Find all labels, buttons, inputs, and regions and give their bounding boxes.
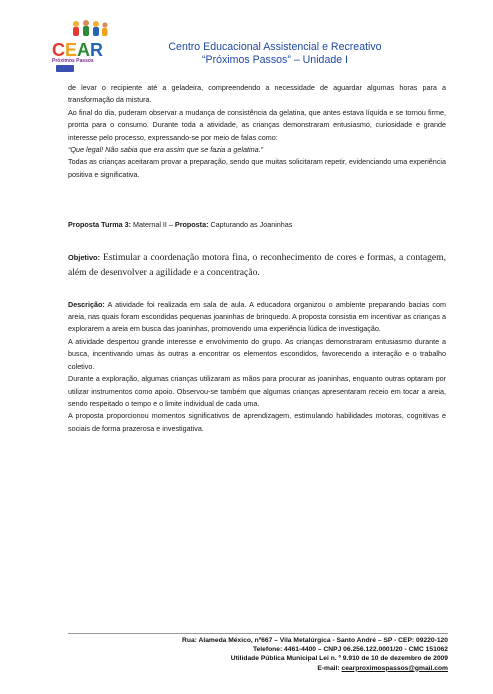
paragraph: Durante a exploração, algumas crianças utilizaram as mãos para procurar as joaninhas, enquanto outras optaram por utilizar instrumentos como apoio. Observou-se também que algumas crianças apresentaram receio em tocar a areia, sendo respeitado o tempo e o limite individual de cada uma. — [68, 374, 446, 408]
proposal-title: Capturando as Joaninhas — [208, 220, 293, 230]
page-footer — [68, 636, 448, 673]
paragraph: Todas as crianças aceitaram provar a preparação, sendo que muitas solicitaram repetir, evidenciando uma experiência positiva e significativa. — [68, 157, 446, 179]
logo-subtext: Próximos Passos — [52, 58, 94, 64]
proposal-class: Maternal II – — [130, 220, 175, 230]
footer-email-line — [68, 664, 448, 673]
proposal-label: Proposta Turma 3: — [68, 220, 131, 230]
page-header-title — [110, 41, 440, 67]
header-title-line1: Centro Educacional Assistencial e Recreativo — [168, 41, 382, 53]
paragraph: de levar o recipiente até a geladeira, compreendendo a necessidade de aguardar algumas horas para a transformação da mistura. — [68, 83, 446, 105]
footer-email-link[interactable]: cearproximospassos@gmail.com — [341, 664, 448, 672]
logo-badge — [56, 65, 74, 72]
footer-phone: Telefone: 4461-4400 – CNPJ 06.256.122.0001/20 - CMC 151062 — [252, 646, 448, 654]
proposal-heading — [68, 219, 446, 231]
proposal-label-2: Proposta: — [174, 220, 209, 230]
children-illustration-icon — [70, 18, 110, 40]
cear-logo — [50, 18, 114, 74]
description — [68, 299, 446, 336]
objective-text: Estimular a coordenação motora fina, o reconhecimento de cores e formas, a contagem, além de desenvolver a agilidade e a concentração. — [68, 251, 446, 279]
footer-email-label: E-mail: — [317, 664, 342, 672]
document-body — [68, 82, 446, 435]
header-title-line2: “Próximos Passos” – Unidade I — [201, 54, 349, 66]
footer-divider — [68, 633, 448, 634]
quote: “Que legal! Não sabia que era assim que se fazia a gelatina.” — [68, 145, 263, 155]
description-label: Descrição: — [68, 299, 105, 309]
logo-lettering: CEAR — [52, 40, 104, 60]
objective-label: Objetivo: — [68, 252, 101, 262]
paragraph: A atividade despertou grande interesse e envolvimento do grupo. As crianças demonstraram entusiasmo durante a busca, incentivando umas às outras a encontrar os elementos escondidos, favorecendo a interação e o trabalho coletivo. — [68, 336, 446, 371]
paragraph: Ao final do dia, puderam observar a mudança de consistência da gelatina, que antes estava líquida e se tornou firme, pronta para o consumo. Durante toda a atividade, as crianças demonstraram entusiasmo, curiosidade e grande interesse pelo processo, expressando-se por meio de falas como: — [68, 107, 446, 142]
footer-utility: Utilidade Pública Municipal Lei n. º 9.910 de 10 de dezembro de 2009 — [230, 655, 448, 663]
footer-address: Rua: Alameda México, nº667 – Vila Metalúrgica - Santo André – SP - CEP: 09220-120 — [182, 637, 448, 644]
paragraph: A proposta proporcionou momentos significativos de aprendizagem, estimulando habilidades motoras, cognitivas e sociais de forma prazerosa e investigativa. — [68, 411, 446, 433]
objective — [68, 250, 446, 281]
description-text: A atividade foi realizada em sala de aula. A educadora organizou o ambiente preparando bacias com areia, nas quais foram escondidas pequenas joaninhas de brinquedo. A proposta consistia em incentivar as crianças a explorarem a areia em busca das joaninhas, promovendo uma experiência lúdica de investigação. — [68, 299, 446, 334]
